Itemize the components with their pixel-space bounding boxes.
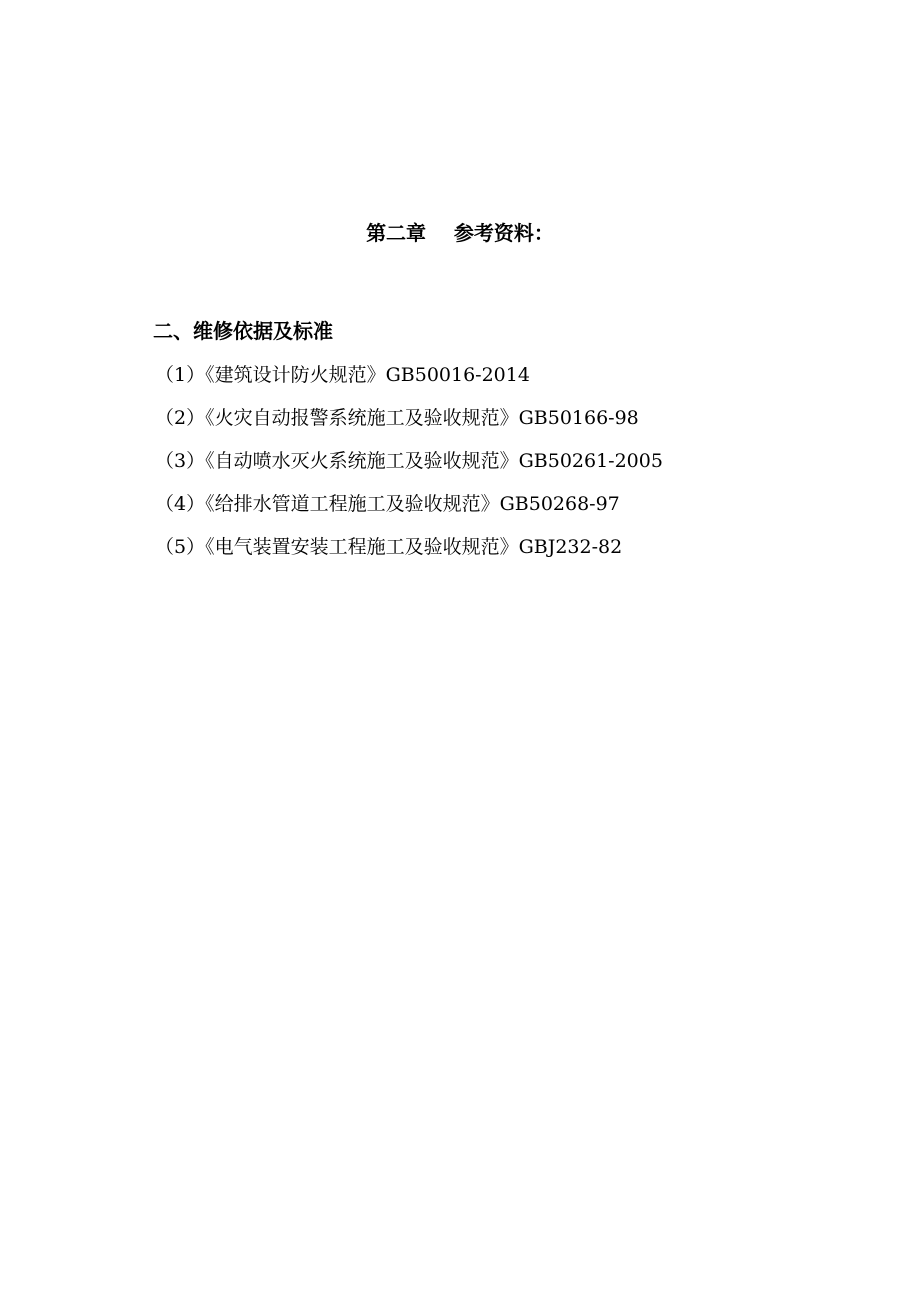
reference-item: （5）《电气装置安装工程施工及验收规范》GBJ232-82: [155, 536, 623, 558]
section-heading: 二、维修依据及标准: [153, 319, 333, 343]
reference-item: （4）《给排水管道工程施工及验收规范》GB50268-97: [155, 493, 620, 515]
reference-item: （1）《建筑设计防火规范》GB50016-2014: [155, 364, 530, 386]
reference-item: （3）《自动喷水灭火系统施工及验收规范》GB50261-2005: [155, 450, 663, 472]
chapter-title: 第二章 参考资料：: [366, 221, 554, 245]
reference-item: （2）《火灾自动报警系统施工及验收规范》GB50166-98: [155, 407, 639, 429]
reference-list: [155, 360, 663, 575]
